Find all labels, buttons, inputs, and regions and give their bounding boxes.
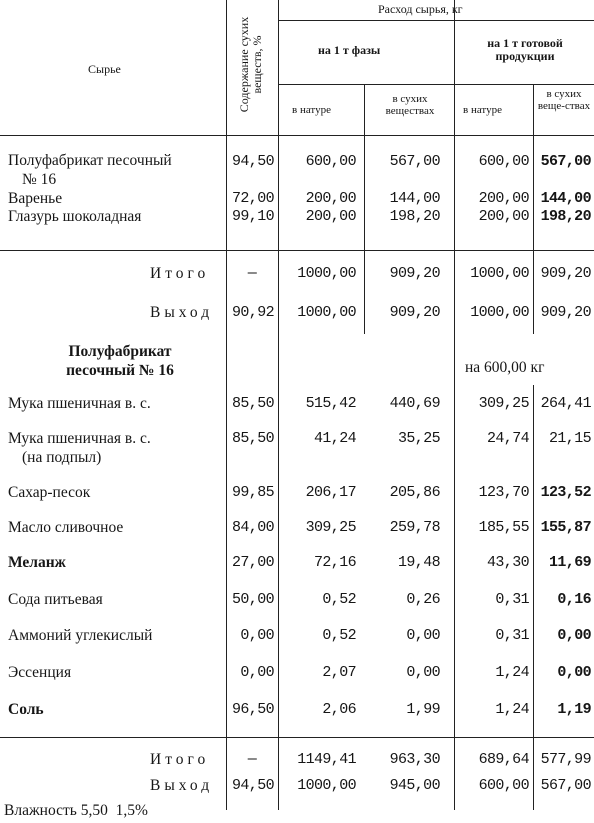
- row-b9-n2: 1,24: [495, 701, 529, 718]
- section-b-title: Полуфабрикат песочный № 16: [66, 343, 174, 379]
- yield-b-label: Выход: [150, 777, 214, 794]
- row-b8-d2: 0,00: [557, 664, 591, 681]
- row-b2-n2: 24,74: [486, 430, 529, 447]
- row-b7-n1: 0,52: [322, 627, 356, 644]
- total-a-d1: 909,20: [389, 265, 440, 282]
- yield-b-n2: 600,00: [478, 777, 529, 794]
- row-b9-n1: 2,06: [322, 701, 356, 718]
- row-a1-dry: 94,50: [231, 153, 274, 170]
- header-raw-material: Сырье: [88, 62, 121, 76]
- yield-b-d2: 567,00: [540, 777, 591, 794]
- row-b1-dry: 85,50: [231, 395, 274, 412]
- row-b4-n2: 185,55: [478, 519, 529, 536]
- row-b8-d1: 0,00: [406, 664, 440, 681]
- header-in-nature: в натуре: [292, 104, 331, 116]
- row-b6-n2: 0,31: [495, 591, 529, 608]
- row-b8-dry: 0,00: [240, 664, 274, 681]
- yield-b-n1: 1000,00: [297, 777, 356, 794]
- row-a2-n2: 200,00: [478, 190, 529, 207]
- row-b5-name: Меланж: [8, 554, 66, 571]
- row-b4-dry: 84,00: [231, 519, 274, 536]
- row-a2-dry: 72,00: [231, 190, 274, 207]
- header-rule-bottom: [0, 135, 594, 136]
- row-b1-n2: 309,25: [478, 395, 529, 412]
- yield-a-n1: 1000,00: [297, 304, 356, 321]
- header-per-ton-phase: на 1 т фазы: [318, 43, 381, 57]
- column-rule-phase-dry: [364, 84, 365, 334]
- yield-a-dry: 90,92: [231, 304, 274, 321]
- row-b2-name: Мука пшеничная в. с.: [8, 430, 151, 447]
- header-rule-sub: [278, 84, 594, 85]
- row-a1-d1: 567,00: [389, 153, 440, 170]
- total-a-label: Итого: [150, 265, 210, 282]
- column-rule-product-dry: [533, 84, 534, 334]
- total-b-d1: 963,30: [389, 751, 440, 768]
- row-a2-d1: 144,00: [389, 190, 440, 207]
- row-b6-d1: 0,26: [406, 591, 440, 608]
- row-b9-dry: 96,50: [231, 701, 274, 718]
- yield-b-dry: 94,50: [231, 777, 274, 794]
- header-rule-top: [278, 20, 594, 21]
- row-b2-d2: 21,15: [548, 430, 591, 447]
- yield-a-d1: 909,20: [389, 304, 440, 321]
- header-in-nature-2: в натуре: [463, 104, 502, 116]
- row-b8-name: Эссенция: [8, 664, 72, 681]
- total-a-d2: 909,20: [540, 265, 591, 282]
- header-in-dry: в сухих веществах: [385, 93, 435, 117]
- row-b2-n1: 41,24: [313, 430, 356, 447]
- total-b-n1: 1149,41: [297, 751, 356, 768]
- row-b3-name: Сахар-песок: [8, 484, 91, 501]
- row-b7-d1: 0,00: [406, 627, 440, 644]
- row-b4-d2: 155,87: [540, 519, 591, 536]
- row-b1-d1: 440,69: [389, 395, 440, 412]
- total-b-dry: —: [247, 751, 257, 768]
- row-b4-n1: 309,25: [305, 519, 356, 536]
- row-b5-dry: 27,00: [231, 554, 274, 571]
- row-b2-d1: 35,25: [397, 430, 440, 447]
- total-b-n2: 689,64: [478, 751, 529, 768]
- row-b6-dry: 50,00: [231, 591, 274, 608]
- row-b6-name: Сода питьевая: [8, 591, 103, 608]
- moisture-note: Влажность 5,50 1,5%: [4, 802, 148, 819]
- row-b8-n2: 1,24: [495, 664, 529, 681]
- row-a2-n1: 200,00: [305, 190, 356, 207]
- row-a3-name: Глазурь шоколадная: [8, 208, 142, 225]
- row-b9-d2: 1,19: [557, 701, 591, 718]
- row-b5-d1: 19,48: [397, 554, 440, 571]
- row-a3-d1: 198,20: [389, 208, 440, 225]
- row-a2-d2: 144,00: [540, 190, 591, 207]
- row-b7-n2: 0,31: [495, 627, 529, 644]
- row-b1-name: Мука пшеничная в. с.: [8, 395, 151, 412]
- row-b4-name: Масло сливочное: [8, 519, 124, 536]
- row-b3-n2: 123,70: [478, 484, 529, 501]
- total-a-dry: —: [247, 265, 257, 282]
- yield-a-n2: 1000,00: [470, 304, 529, 321]
- row-b7-d2: 0,00: [557, 627, 591, 644]
- row-b3-d1: 205,86: [389, 484, 440, 501]
- row-b5-n2: 43,30: [486, 554, 529, 571]
- total-b-label: Итого: [150, 751, 210, 768]
- row-a3-d2: 198,20: [540, 208, 591, 225]
- subtotal-rule-a: [0, 250, 594, 251]
- yield-a-d2: 909,20: [540, 304, 591, 321]
- header-per-ton-product: на 1 т готовой продукции: [487, 36, 563, 63]
- row-b1-n1: 515,42: [305, 395, 356, 412]
- header-in-dry-2: в сухих веще-ствах: [537, 88, 591, 112]
- yield-a-label: Выход: [150, 304, 214, 321]
- row-b3-n1: 206,17: [305, 484, 356, 501]
- column-rule-product-dry-lower: [533, 385, 534, 810]
- row-a3-n2: 200,00: [478, 208, 529, 225]
- row-b9-name: Соль: [8, 701, 44, 718]
- row-b7-name: Аммоний углекислый: [8, 627, 153, 644]
- row-b9-d1: 1,99: [406, 701, 440, 718]
- total-a-n1: 1000,00: [297, 265, 356, 282]
- header-dry-content: Содержание сухих веществ, %: [237, 16, 264, 113]
- column-rule-product: [454, 0, 455, 810]
- yield-b-d1: 945,00: [389, 777, 440, 794]
- row-a1-name-2: № 16: [22, 171, 57, 188]
- row-a2-name: Варенье: [8, 190, 63, 207]
- total-a-n2: 1000,00: [470, 265, 529, 282]
- row-b2-dry: 85,50: [231, 430, 274, 447]
- row-b1-d2: 264,41: [540, 395, 591, 412]
- row-b8-n1: 2,07: [322, 664, 356, 681]
- row-a1-d2: 567,00: [540, 153, 591, 170]
- section-b-note: на 600,00 кг: [465, 359, 545, 376]
- row-a3-dry: 99,10: [231, 208, 274, 225]
- subtotal-rule-b: [0, 737, 594, 738]
- row-b3-dry: 99,85: [231, 484, 274, 501]
- column-rule-dry: [278, 0, 279, 810]
- row-b4-d1: 259,78: [389, 519, 440, 536]
- row-a1-n2: 600,00: [478, 153, 529, 170]
- row-b5-n1: 72,16: [313, 554, 356, 571]
- row-b7-dry: 0,00: [240, 627, 274, 644]
- row-b6-d2: 0,16: [557, 591, 591, 608]
- row-b3-d2: 123,52: [540, 484, 591, 501]
- row-b5-d2: 11,69: [548, 554, 591, 571]
- header-consumption: Расход сырья, кг: [378, 2, 463, 16]
- row-b2-name-2: (на подпыл): [22, 449, 102, 466]
- row-a1-name: Полуфабрикат песочный: [8, 152, 172, 169]
- row-b6-n1: 0,52: [322, 591, 356, 608]
- row-a3-n1: 200,00: [305, 208, 356, 225]
- row-a1-n1: 600,00: [305, 153, 356, 170]
- total-b-d2: 577,99: [540, 751, 591, 768]
